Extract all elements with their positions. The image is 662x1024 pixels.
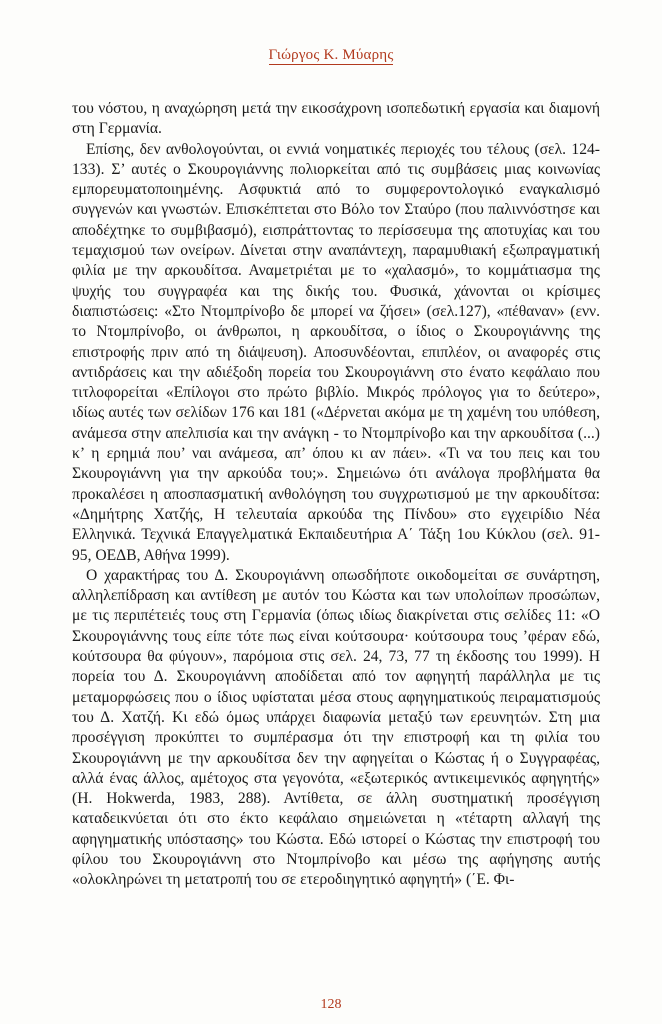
- body-text: [72, 99, 600, 891]
- paragraph: Ο χαρακτήρας του Δ. Σκουρογιάννη οπωσδήποτε οικοδομείται σε συνάρτηση, αλληλεπίδραση και αντίθεση με αυτόν του Κώστα και των υπολοίπων προσώπων, με τις περιπέτειές τους στη Γερμανία (όπως ιδίως διακρίνεται στις σελίδες 11: «Ο Σκουρογιάννης τους είπε τότε πως είναι κούτσουρα· κούτσουρα τους ’φέραν εδώ, κούτσουρα θα φύγουν», παρόμοια στις σελ. 24, 73, 77 τη έκδοσης του 1999). Η πορεία του Δ. Σκουρογιάννη αποδίδεται από τον αφηγητή παράλληλα με τις μεταμορφώσεις που ο ίδιος υφίσταται μέσα στους αφηγηματικούς πειραματισμούς του Δ. Χατζή. Κι εδώ όμως υπάρχει διαφωνία μεταξύ των ερευνητών. Στη μια προσέγγιση προκύπτει το συμπέρασμα ότι την επιστροφή και τη φιλία του Σκουρογιάννη με την αρκουδίτσα δεν την αφηγείται ο Κώστας ή ο Συγγραφέας, αλλά ένας άλλος, αμέτοχος στα γεγονότα, «εξωτερικός αντικειμενικός αφηγητής» (Η. Hokwerda, 1983, 288). Αντίθετα, σε άλλη συστηματική προσέγγιση καταδεικνύεται ότι στο έκτο κεφάλαιο σημειώνεται η «τέταρτη αλλαγή της αφηγηματικής υπόστασης» του Κώστα. Εδώ ιστορεί ο Κώστας την επιστροφή του φίλου του Σκουρογιάννη στο Ντομπρίνοβο και μέσω της αφήγησης αυτής «ολοκληρώνει τη μετατροπή του σε ετεροδιηγητικό αφηγητή» (΄Ε. Φι-: [72, 566, 600, 889]
- running-head: [0, 47, 662, 64]
- running-head-text: Γιώργος Κ. Μύαρης: [268, 47, 394, 63]
- paragraph-continuation: του νόστου, η αναχώρηση μετά την εικοσάχρονη ισοπεδωτική εργασία και διαμονή στη Γερμανία.: [72, 100, 600, 138]
- page-number: 128: [320, 997, 342, 1012]
- paragraph: Επίσης, δεν ανθολογούνται, οι εννιά νοηματικές περιοχές του τέλους (σελ. 124-133). Σ’ αυτές ο Σκουρογιάννης πολιορκείται από τις συμβάσεις μιας κοινωνίας εμπορευματοποιημένης. Ασφυκτιά από το συμφεροντολογικό εναγκαλισμό συγγενών και γνωστών. Επισκέπτεται στο Βόλο τον Σταύρο (που παλιννόστησε και αποδέχτηκε το συμβιβασμό), εισπράττοντας το περίσσευμα της αποτυχίας και του τεμαχισμού των ονείρων. Δίνεται στην αναπάντεχη, παραμυθιακή εξωπραγματική φιλία με την αρκουδίτσα. Αναμετριέται με το «χαλασμό», το κομμάτιασμα της ψυχής του συγγραφέα και της δικής του. Φυσικά, χάνονται οι κρίσιμες διαπιστώσεις: «Στο Ντομπρίνοβο δε μπορεί να ζήσει» (σελ.127), «πέθαναν» (ενν. το Ντομπρίνοβο, οι άνθρωποι, η αρκουδίτσα, ο ίδιος ο Σκουρογιάννης της επιστροφής πριν από τη διάψευση). Αποσυνδέονται, επιπλέον, οι αναφορές στις αντιδράσεις και την αδιέξοδη πορεία του Σκουρογιάννη στο ένατο κεφάλαιο που τιτλοφορείται «Επίλογοι στο πρώτο βιβλίο. Μικρός πρόλογος για το δεύτερο», ιδίως αυτές των σελίδων 176 και 181 («Δέρνεται ακόμα με τη χαμένη του υπόθεση, ανάμεσα στην απελπισία και την ανάγκη - το Ντομπρίνοβο και την αρκουδίτσα (...) κ’ η ερημιά που’ ναι ανάμεσα, απ’ όπου κι αν πάει». «Τι να του πεις και του Σκουρογιάννη για την αρκούδα του;». Σημειώνω ότι ανάλογα προβλήματα θα προκαλέσει η αποσπασματική ανθολόγηση του συγχρωτισμού με την αρκουδίτσα: «Δημήτρης Χατζής, Η τελευταία αρκούδα της Πίνδου» στο εγχειρίδιο Νέα Ελληνικά. Τεχνικά Επαγγελματικά Εκπαιδευτήρια Α΄ Τάξη 1ου Κύκλου (σελ. 91-95, ΟΕΔΒ, Αθήνα 1999).: [72, 140, 600, 564]
